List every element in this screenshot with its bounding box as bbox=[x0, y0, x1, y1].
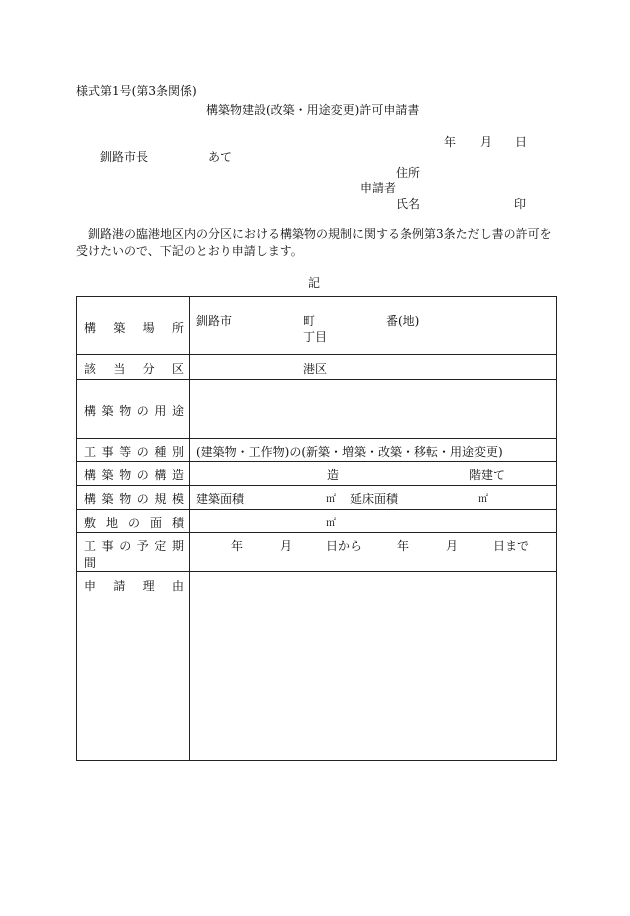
structure-label: 構 築 物 の 構 造 bbox=[84, 468, 184, 482]
schedule-year2: 年 bbox=[397, 539, 410, 553]
row-use bbox=[77, 380, 557, 439]
location-banchi: 番(地) bbox=[386, 314, 420, 328]
row-district bbox=[77, 355, 557, 380]
date-day-label: 日 bbox=[515, 135, 528, 149]
reason-value-cell[interactable] bbox=[190, 572, 557, 761]
addressee: 釧路市長 bbox=[100, 150, 149, 164]
site-area-label: 敷 地 の 面 積 bbox=[84, 516, 184, 530]
row-site-area bbox=[77, 510, 557, 533]
location-label-cell bbox=[77, 297, 190, 355]
date-year-label: 年 bbox=[444, 135, 457, 149]
reason-label-cell bbox=[77, 572, 190, 761]
use-value-cell[interactable] bbox=[190, 380, 557, 439]
location-chome: 丁目 bbox=[303, 330, 328, 344]
scale-label-cell bbox=[77, 486, 190, 510]
ki-heading: 記 bbox=[308, 276, 321, 290]
site-area-label-cell bbox=[77, 510, 190, 533]
district-label-cell bbox=[77, 355, 190, 380]
site-area-value-cell[interactable] bbox=[190, 510, 557, 533]
schedule-day-from: 日から bbox=[326, 539, 363, 553]
row-scale bbox=[77, 486, 557, 510]
floor-area-label: 延床面積 bbox=[350, 492, 399, 506]
seal-label: 印 bbox=[514, 197, 527, 211]
schedule-month1: 月 bbox=[280, 539, 293, 553]
work-type-label: 工 事 等 の 種 別 bbox=[84, 445, 184, 459]
site-area-unit: ㎡ bbox=[326, 518, 336, 529]
schedule-year1: 年 bbox=[231, 539, 244, 553]
body-paragraph: 釧路港の臨港地区内の分区における構築物の規制に関する条例第3条ただし書の許可を受けたいので、下記のとおり申請します。 bbox=[76, 227, 552, 258]
form-number: 様式第1号(第3条関係) bbox=[76, 84, 197, 98]
district-value-cell[interactable] bbox=[190, 355, 557, 380]
addressee-honorific: あて bbox=[208, 150, 233, 164]
row-reason bbox=[77, 572, 557, 761]
structure-label-cell bbox=[77, 462, 190, 486]
work-type-label-cell bbox=[77, 439, 190, 462]
floor-area-unit: ㎡ bbox=[478, 494, 488, 505]
location-value-cell[interactable] bbox=[190, 297, 557, 355]
row-structure bbox=[77, 462, 557, 486]
structure-zou: 造 bbox=[327, 468, 340, 482]
location-town: 町 bbox=[303, 314, 316, 328]
work-type-value: (建築物・工作物)の(新築・増築・改築・移転・用途変更) bbox=[196, 445, 503, 459]
schedule-label-cell bbox=[77, 533, 190, 572]
reason-label: 申 請 理 由 bbox=[84, 579, 184, 593]
schedule-day-to: 日まで bbox=[493, 539, 530, 553]
application-table bbox=[76, 296, 557, 761]
date-month-label: 月 bbox=[480, 135, 493, 149]
schedule-value-cell[interactable] bbox=[190, 533, 557, 572]
scale-value-cell[interactable] bbox=[190, 486, 557, 510]
form-title: 構築物建設(改築・用途変更)許可申請書 bbox=[206, 103, 420, 117]
scale-label: 構 築 物 の 規 模 bbox=[84, 492, 184, 506]
row-location bbox=[77, 297, 557, 355]
building-area-unit: ㎡ bbox=[326, 494, 336, 505]
applicant-label: 申請者 bbox=[360, 181, 397, 195]
location-label: 構 築 場 所 bbox=[84, 321, 184, 335]
structure-floors: 階建て bbox=[469, 468, 506, 482]
schedule-label: 工 事 の 予 定 期 間 bbox=[84, 539, 184, 570]
use-label: 構 築 物 の 用 途 bbox=[84, 404, 184, 418]
location-city: 釧路市 bbox=[196, 314, 233, 328]
structure-value-cell[interactable] bbox=[190, 462, 557, 486]
building-area-label: 建築面積 bbox=[196, 492, 245, 506]
work-type-value-cell[interactable] bbox=[190, 439, 557, 462]
name-label: 氏名 bbox=[396, 197, 421, 211]
district-value: 港区 bbox=[303, 362, 328, 376]
row-work-type bbox=[77, 439, 557, 462]
schedule-month2: 月 bbox=[446, 539, 459, 553]
address-label: 住所 bbox=[396, 166, 421, 180]
use-label-cell bbox=[77, 380, 190, 439]
row-schedule bbox=[77, 533, 557, 572]
district-label: 該 当 分 区 bbox=[84, 362, 184, 376]
